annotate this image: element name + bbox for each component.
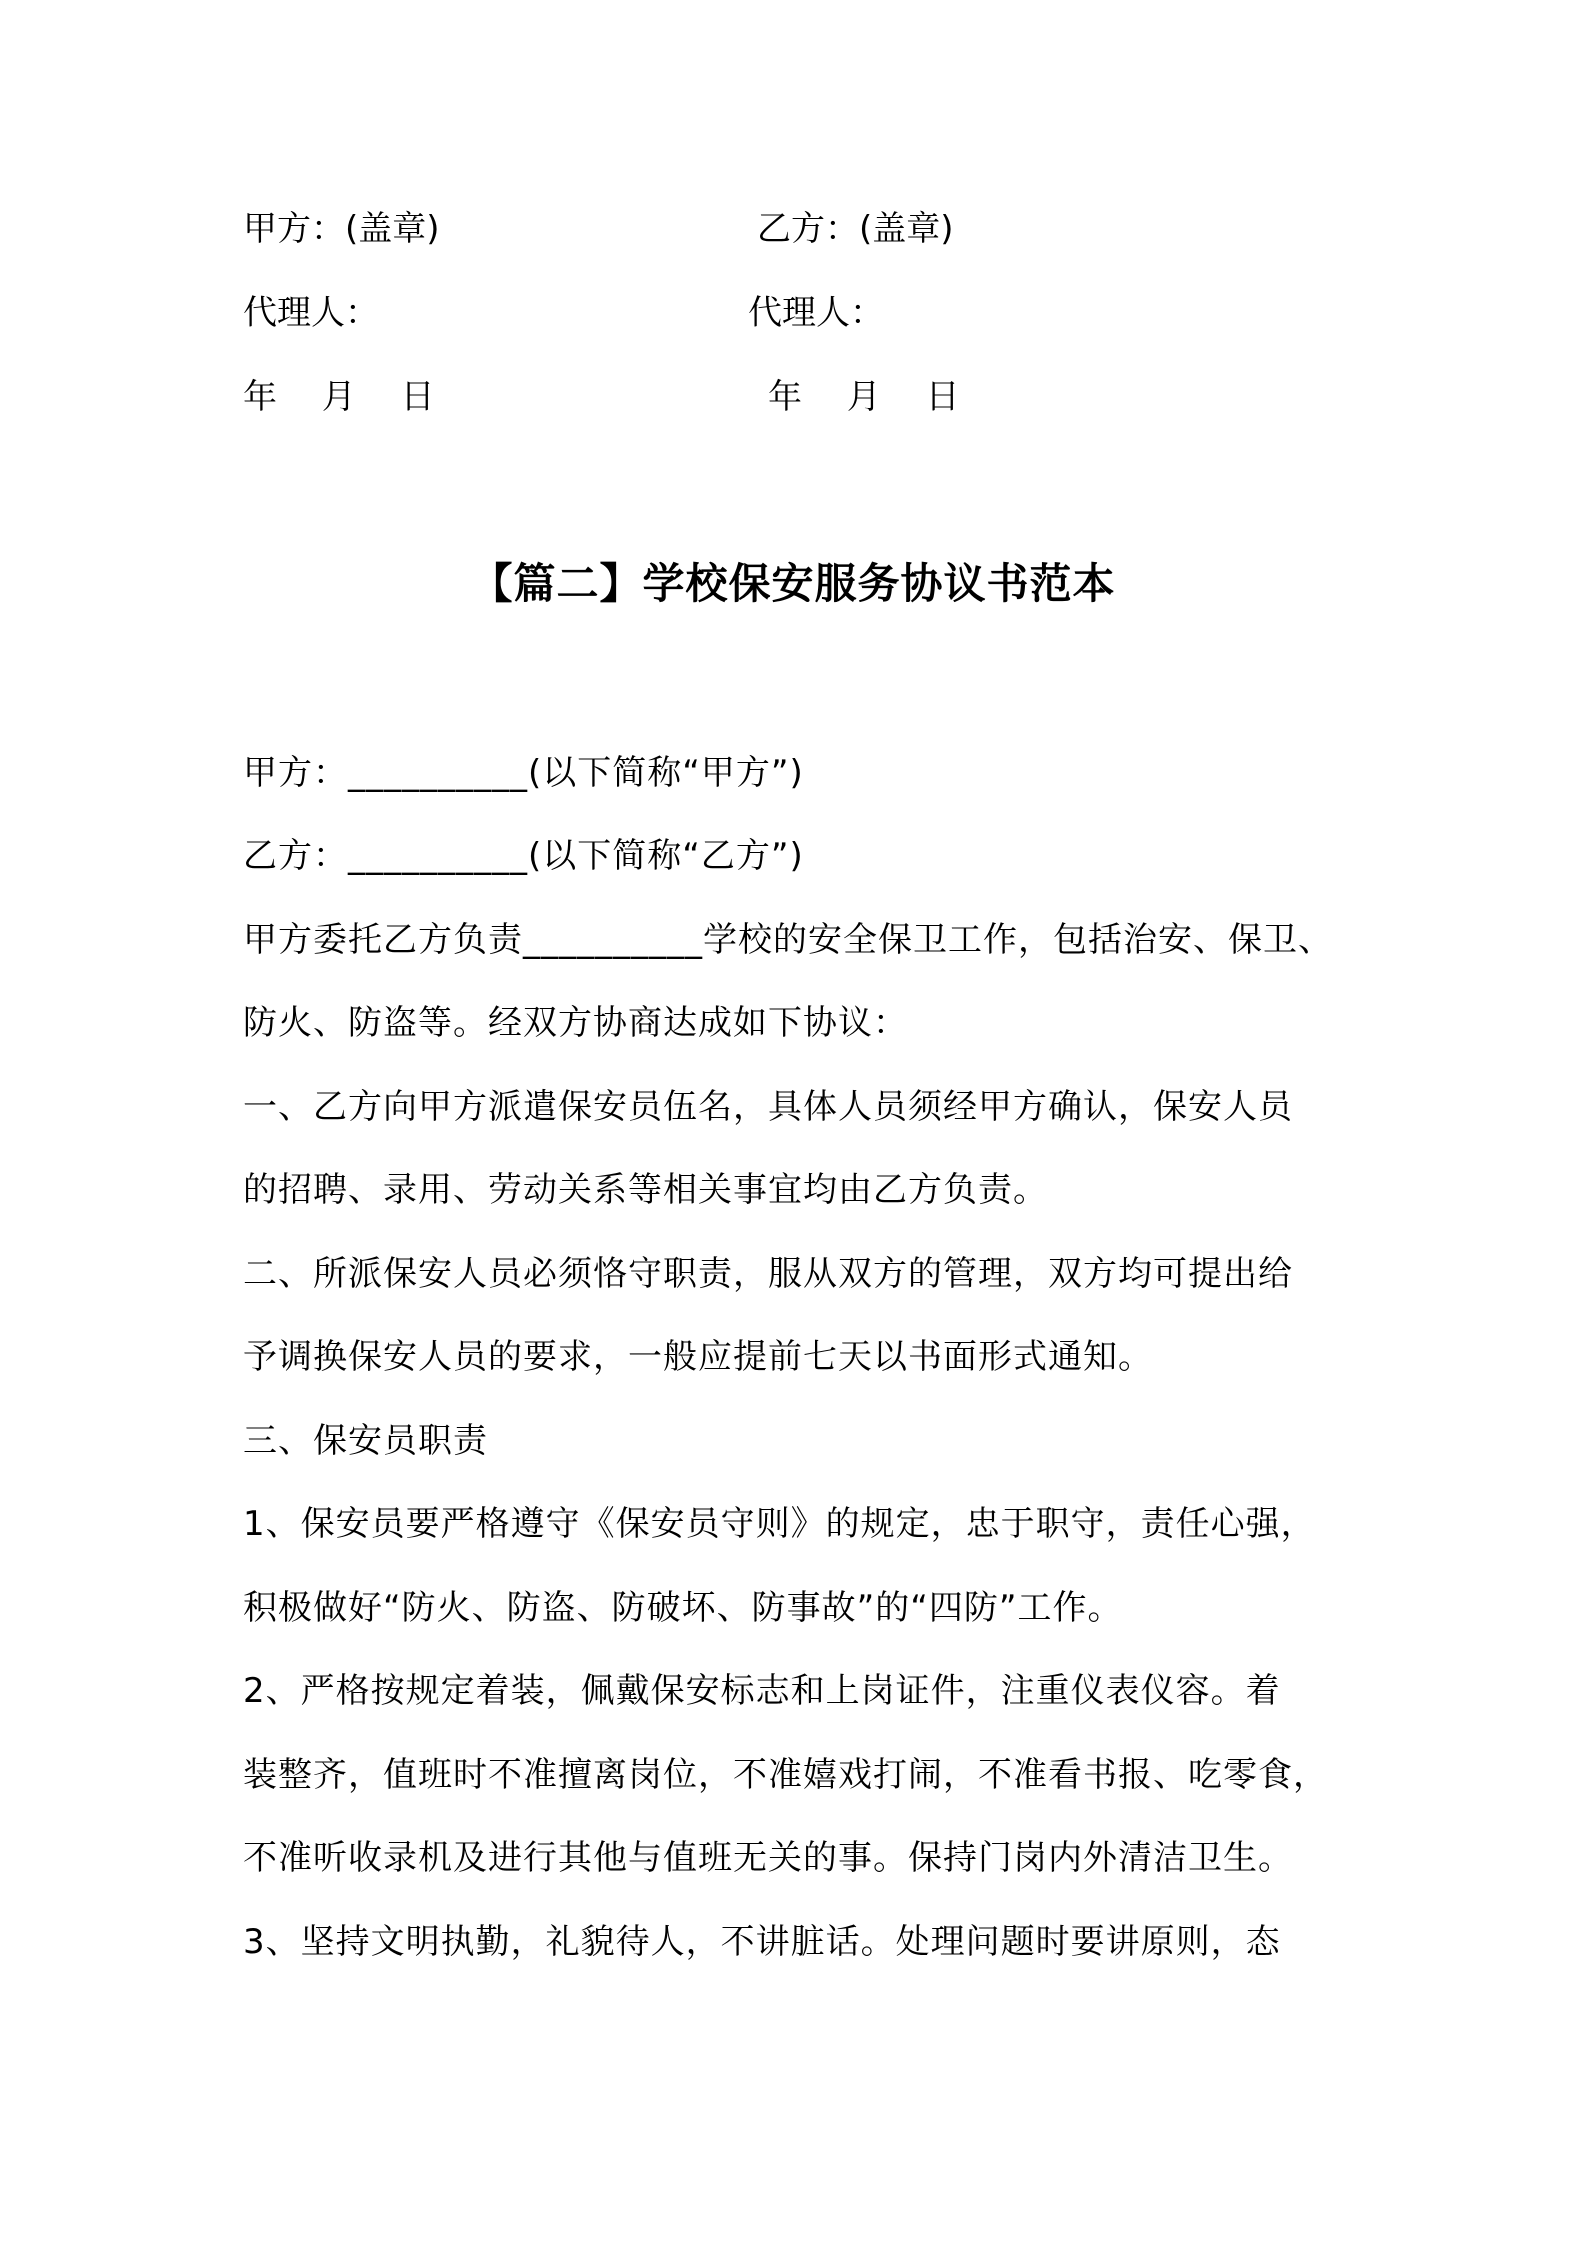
body-line: 1、保安员要严格遵守《保安员守则》的规定，忠于职守，责任心强， [243, 1504, 1316, 1544]
body-line: 三、保安员职责 [243, 1421, 488, 1461]
party-a-agent: 代理人： [243, 293, 379, 333]
body-line: 二、所派保安人员必须恪守职责，服从双方的管理，双方均可提出给 [243, 1254, 1293, 1294]
party-b-seal: 乙方：(盖章) [757, 209, 954, 249]
body-line: 装整齐，值班时不准擅离岗位，不准嬉戏打闹，不准看书报、吃零食， [243, 1755, 1328, 1795]
body-line: 甲方：__________(以下简称“甲方”) [243, 753, 804, 793]
body-line: 2、严格按规定着装，佩戴保安标志和上岗证件，注重仪表仪容。着 [243, 1671, 1281, 1711]
body-line: 3、坚持文明执勤，礼貌待人，不讲脏话。处理问题时要讲原则，态 [243, 1922, 1281, 1962]
body-line: 不准听收录机及进行其他与值班无关的事。保持门岗内外清洁卫生。 [243, 1838, 1293, 1878]
body-line: 乙方：__________(以下简称“乙方”) [243, 836, 804, 876]
body-line: 防火、防盗等。经双方协商达成如下协议： [243, 1003, 908, 1043]
body-line: 积极做好“防火、防盗、防破坏、防事故”的“四防”工作。 [243, 1588, 1123, 1628]
body-line: 予调换保安人员的要求，一般应提前七天以书面形式通知。 [243, 1337, 1153, 1377]
party-b-date: 年 月 日 [768, 377, 960, 417]
party-a-date: 年 月 日 [243, 377, 435, 417]
document-title: 【篇二】学校保安服务协议书范本 [470, 559, 1116, 608]
body-line: 甲方委托乙方负责__________学校的安全保卫工作，包括治安、保卫、 [243, 920, 1333, 960]
body-line: 一、乙方向甲方派遣保安员伍名，具体人员须经甲方确认，保安人员 [243, 1087, 1293, 1127]
party-b-agent: 代理人： [748, 293, 884, 333]
party-a-seal: 甲方：(盖章) [243, 209, 440, 249]
body-line: 的招聘、录用、劳动关系等相关事宜均由乙方负责。 [243, 1170, 1048, 1210]
